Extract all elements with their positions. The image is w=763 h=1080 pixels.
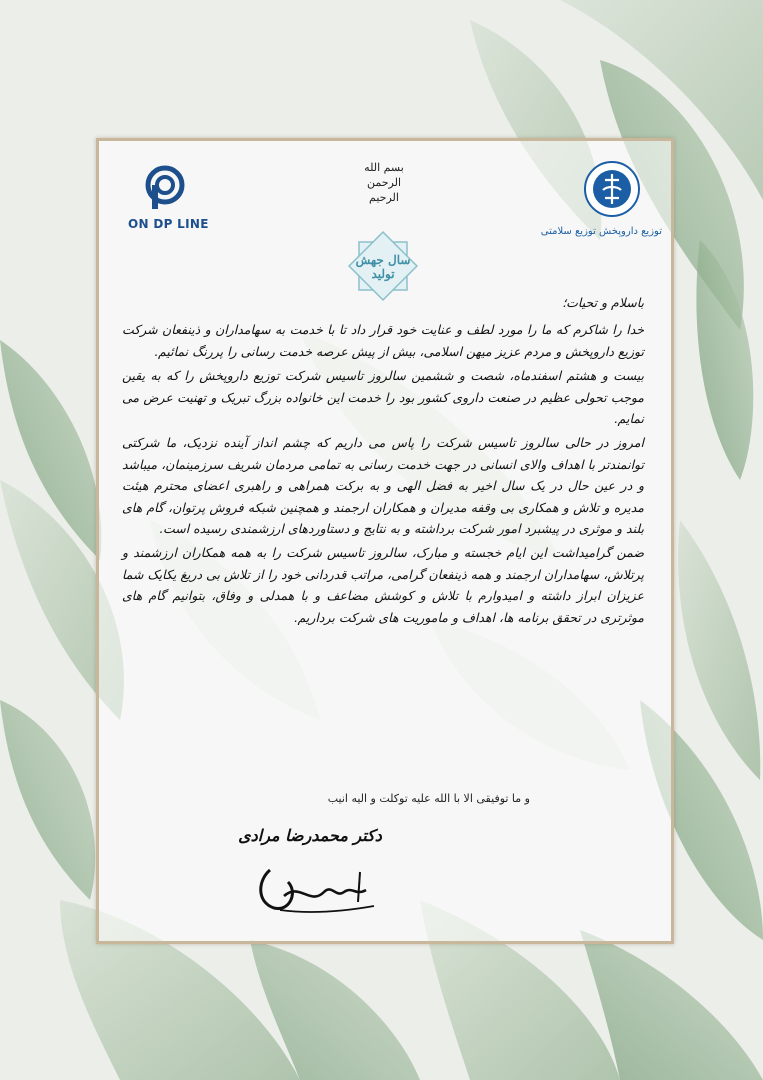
- company-logo: [540, 160, 662, 237]
- letter-paragraph: ضمن گرامیداشت این ایام خجسته و مبارک، سالروز تاسیس شرکت را به همه همکاران ارزشمند و پرتلاش، سهامداران ارجمند و همه ذینفعان گرامی، مراتب قدردانی خود را از تلاش بی دریغ یکایک شما عزیزان ابراز داشته و امیدوارم با تلاش و کوشش مضاعف و با همدلی و وفاق، بتوانیم گام های موثرتری در تحقق برنامه ها، اهداف و ماموریت های شرکت برداریم.: [122, 545, 644, 625]
- letter-greeting: باسلام و تحیات؛: [562, 295, 644, 310]
- year-slogan-text: سال جهش تولید: [355, 253, 411, 281]
- letter-paragraph: خدا را شاکرم که ما را مورد لطف و عنایت خود قرار داد تا با خدمت به سهامداران و ذینفعان شرکت توزیع داروپخش و مردم عزیز میهن اسلامی، بیش از پیش عرصه خدمت رسانی را پررنگ نمائیم.: [122, 322, 644, 359]
- company-seal-icon: [583, 160, 641, 218]
- dp-logo-icon: [143, 165, 187, 211]
- company-logo-caption: توزیع داروپخش توزیع سلامتی: [540, 226, 662, 237]
- letter-paragraph: بیست و هشتم اسفندماه، شصت و ششمین سالروز تاسیس شرکت توزیع داروپخش را که به یقین موجب تحولی عظیم در صنعت داروی کشور بود را خدمت این خانواده بزرگ تبریک و تهنیت عرض می نمایم.: [122, 368, 644, 427]
- letter-body: [122, 292, 644, 631]
- closing-phrase: و ما توفیقی الا با الله علیه توکلت و الیه انیب: [327, 792, 530, 805]
- basmala-calligraphy: بسم الله الرحمن الرحیم: [364, 161, 404, 204]
- letter-paragraph: امروز در حالی سالروز تاسیس شرکت را پاس می داریم که چشم انداز آینده نزدیک، ما شرکتی توانمندتر با اهداف والای انسانی در جهت خدمت رسانی به تمامی مردمان شریف سرزمینمان، میباشد و در عین حال در یک سال اخیر به فضل الهی و به برکت همراهی و راهبری اعضای محترم هیئت مدیره و تلاش و همکاری بی وقفه مدیران و همکاران ارجمند و همچنین شبکه فروش پرتوان، گام های بلند و موثری در پیشبرد امور شرکت برداشته و به نتایج و دستاوردهای ارزشمندی رسیده است.: [122, 435, 644, 537]
- signatory-name: دکتر محمدرضا مرادی: [238, 826, 382, 845]
- ondpline-logo-text: ON DP LINE: [128, 217, 209, 231]
- ondpline-logo: [128, 165, 209, 231]
- handwritten-signature: [240, 862, 380, 920]
